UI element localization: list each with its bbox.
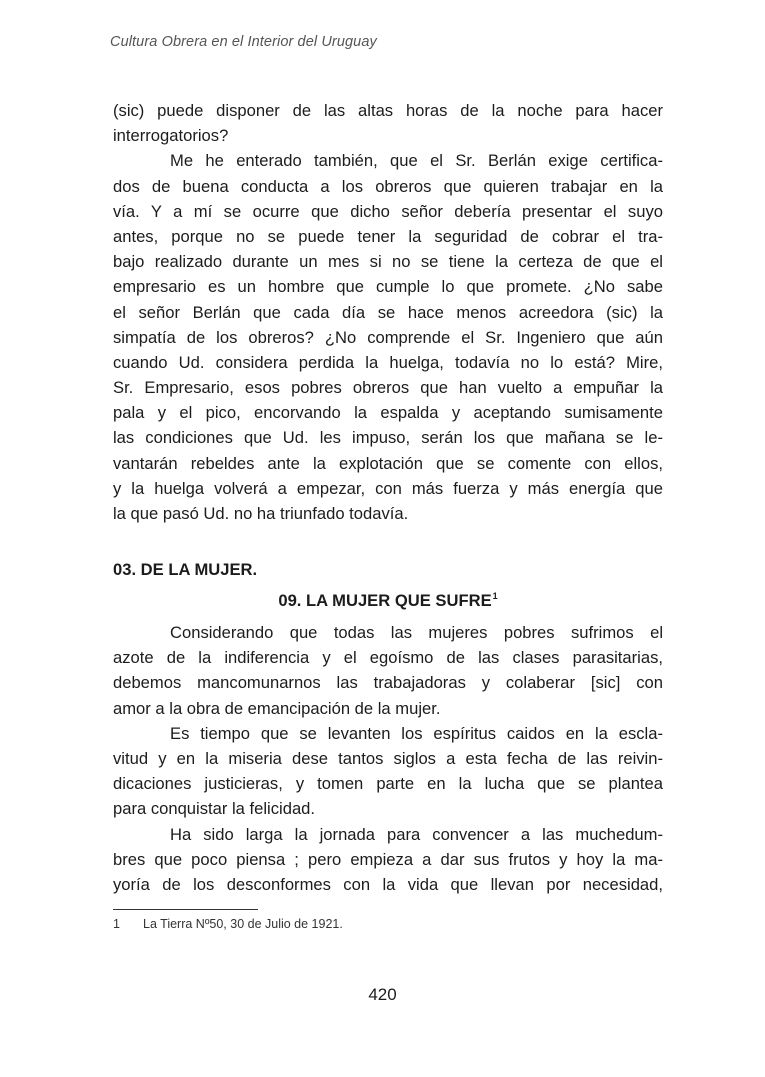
text-line: vía. Y a mí se ocurre que dicho señor debería presentar el suyo [113, 201, 663, 221]
paragraph [113, 98, 663, 148]
text-line: amor a la obra de emancipación de la mujer. [113, 698, 441, 718]
text-line: Me he enterado también, que el Sr. Berlán exige certifica- [170, 151, 663, 171]
running-head: Cultura Obrera en el Interior del Uruguay [110, 34, 377, 50]
text-line: dicaciones justicieras, y tomen parte en la lucha que se plantea [113, 774, 663, 794]
text-line: Ha sido larga la jornada para convencer a las muchedum- [170, 824, 663, 844]
footnote [113, 917, 343, 931]
text-line: para conquistar la felicidad. [113, 799, 316, 819]
text-line: Considerando que todas las mujeres pobres sufrimos el [170, 623, 663, 642]
text-line: azote de la indiferencia y el egoísmo de las clases parasitarias, [113, 648, 663, 668]
article-title [113, 591, 663, 611]
section-heading: 03. DE LA MUJER. [113, 560, 258, 579]
paragraph [113, 721, 663, 822]
text-line: y la huelga volverá a empezar, con más fuerza y más energía que [113, 478, 663, 498]
text-line: antes, porque no se puede tener la seguridad de cobrar el tra- [113, 226, 663, 246]
text-line: vitud y en la miseria dese tantos siglos a esta fecha de las reivin- [113, 748, 663, 768]
paragraph [113, 620, 663, 721]
text-line: pala y el pico, encorvando la espalda y aceptando sumisamente [113, 403, 663, 423]
footnote-divider [113, 909, 258, 910]
text-line: el señor Berlán que cada día se hace menos acreedora (sic) la [113, 302, 663, 322]
text-line: Sr. Empresario, esos pobres obreros que han vuelto a empuñar la [113, 378, 663, 398]
text-line: Es tiempo que se levanten los espíritus caidos en la escla- [170, 723, 663, 743]
text-line: empresario es un hombre que cumple lo que promete. ¿No sabe [113, 277, 663, 297]
page-number: 420 [368, 985, 397, 1004]
text-line: yoría de los desconformes con la vida que llevan por necesidad, [113, 874, 663, 894]
text-line: bajo realizado durante un mes si no se tiene la certeza de que el [113, 252, 663, 272]
paragraph [113, 822, 663, 898]
text-line: las condiciones que Ud. les impuso, serán los que mañana se le- [113, 428, 663, 448]
article-title-text: 09. LA MUJER QUE SUFRE [278, 591, 492, 610]
paragraph [113, 148, 663, 526]
text-line: vantarán rebeldes ante la explotación que se comente con ellos, [113, 453, 663, 473]
text-line: dos de buena conducta a los obreros que quieren trabajar en la [113, 176, 663, 196]
footnote-text: La Tierra Nº50, 30 de Julio de 1921. [143, 917, 343, 931]
text-line: cuando Ud. considera perdida la huelga, todavía no lo está? Mire, [113, 352, 663, 372]
text-line: simpatía de los obreros? ¿No comprende el Sr. Ingeniero que aún [113, 327, 663, 347]
footnote-reference[interactable]: 1 [492, 591, 498, 601]
footnote-number: 1 [113, 917, 120, 931]
text-line: (sic) puede disponer de las altas horas de la noche para hacer [113, 101, 663, 120]
text-line: bres que poco piensa ; pero empieza a dar sus frutos y hoy la ma- [113, 849, 663, 869]
text-line: debemos mancomunarnos las trabajadoras y colaberar [sic] con [113, 673, 663, 693]
body-text-top [113, 98, 663, 526]
body-text-bottom [113, 620, 663, 897]
text-line: interrogatorios? [113, 126, 229, 146]
text-line: la que pasó Ud. no ha triunfado todavía. [113, 504, 409, 523]
